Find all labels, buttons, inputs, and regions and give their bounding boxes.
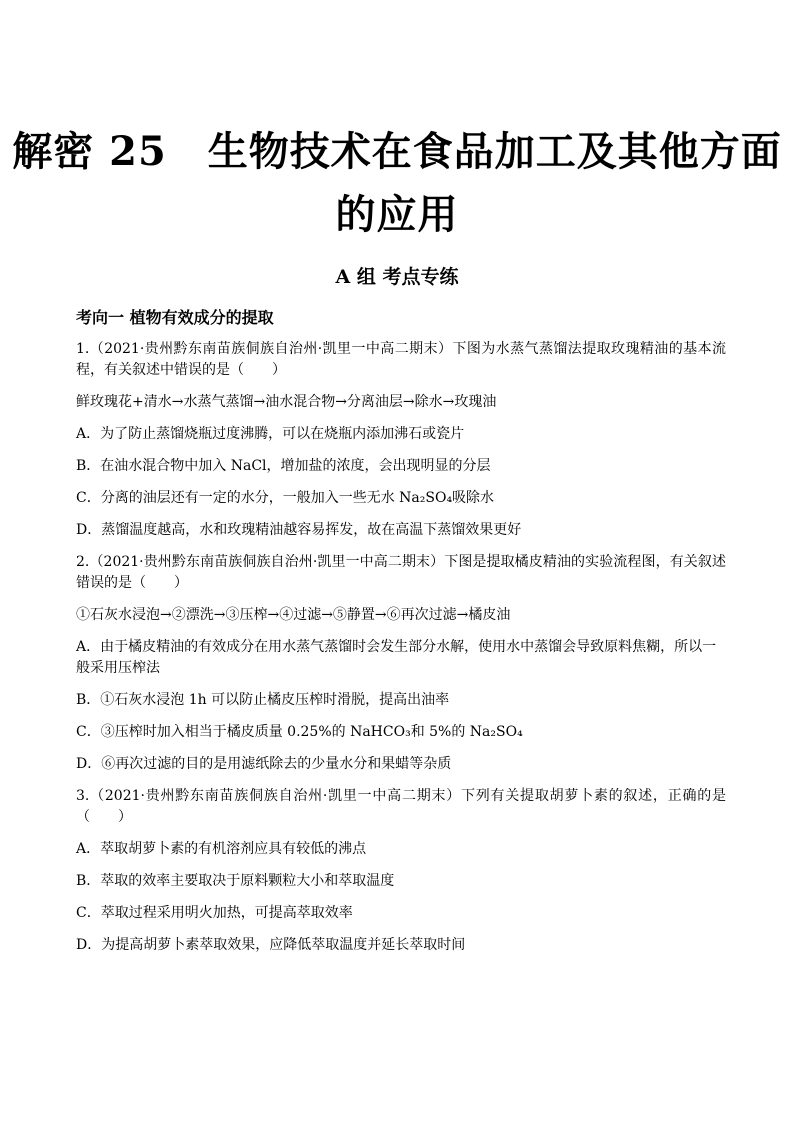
option-c: C．分离的油层还有一定的水分，一般加入一些无水 Na₂SO₄吸除水 [76,490,495,506]
option-a: A．萃取胡萝卜素的有机溶剂应具有较低的沸点 [76,841,367,857]
question-3 [76,786,726,956]
option-d: D．蒸馏温度越高，水和玫瑰精油越容易挥发，故在高温下蒸馏效果更好 [76,522,522,538]
page-title-line-2: 的应用 [335,191,459,238]
document-body [76,307,726,967]
option-b: B．萃取的效率主要取决于原料颗粒大小和萃取温度 [76,873,395,889]
question-stem: 3.（2021·贵州黔东南苗族侗族自治州·凯里一中高二期末）下列有关提取胡萝卜素的叙述，正确的是（ ） [76,788,726,825]
option-a: A．由于橘皮精油的有效成分在用水蒸气蒸馏时会发生部分水解，使用水中蒸馏会导致原料焦糊，所以一般采用压榨法 [76,639,717,676]
process-flow: ①石灰水浸泡→②漂洗→③压榨→④过滤→⑤静置→⑥再次过滤→橘皮油 [76,607,511,623]
option-b: B．①石灰水浸泡 1h 可以防止橘皮压榨时滑脱，提高出油率 [76,692,450,708]
option-a: A．为了防止蒸馏烧瓶过度沸腾，可以在烧瓶内添加沸石或瓷片 [76,426,465,442]
option-b: B．在油水混合物中加入 NaCl，增加盐的浓度，会出现明显的分层 [76,458,491,474]
option-c: C．萃取过程采用明火加热，可提高萃取效率 [76,905,353,921]
question-2 [76,552,726,775]
question-stem: 1.（2021·贵州黔东南苗族侗族自治州·凯里一中高二期末）下图为水蒸气蒸馏法提取玫瑰精油的基本流程，有关叙述中错误的是（ ） [76,341,726,378]
question-1 [76,339,726,541]
section-heading: 考向一 植物有效成分的提取 [76,308,274,327]
process-flow: 鲜玫瑰花+清水→水蒸气蒸馏→油水混合物→分离油层→除水→玫瑰油 [76,394,497,410]
group-heading: A 组 考点专练 [335,266,459,288]
option-d: D．为提高胡萝卜素萃取效果，应降低萃取温度并延长萃取时间 [76,937,466,953]
option-d: D．⑥再次过滤的目的是用滤纸除去的少量水分和果蜡等杂质 [76,756,452,772]
option-c: C．③压榨时加入相当于橘皮质量 0.25%的 NaHCO₃和 5%的 Na₂SO₄ [76,724,523,740]
page-title-line-1: 解密 25 生物技术在食品加工及其他方面 [12,128,782,175]
question-stem: 2.（2021·贵州黔东南苗族侗族自治州·凯里一中高二期末）下图是提取橘皮精油的实验流程图，有关叙述错误的是（ ） [76,554,726,591]
